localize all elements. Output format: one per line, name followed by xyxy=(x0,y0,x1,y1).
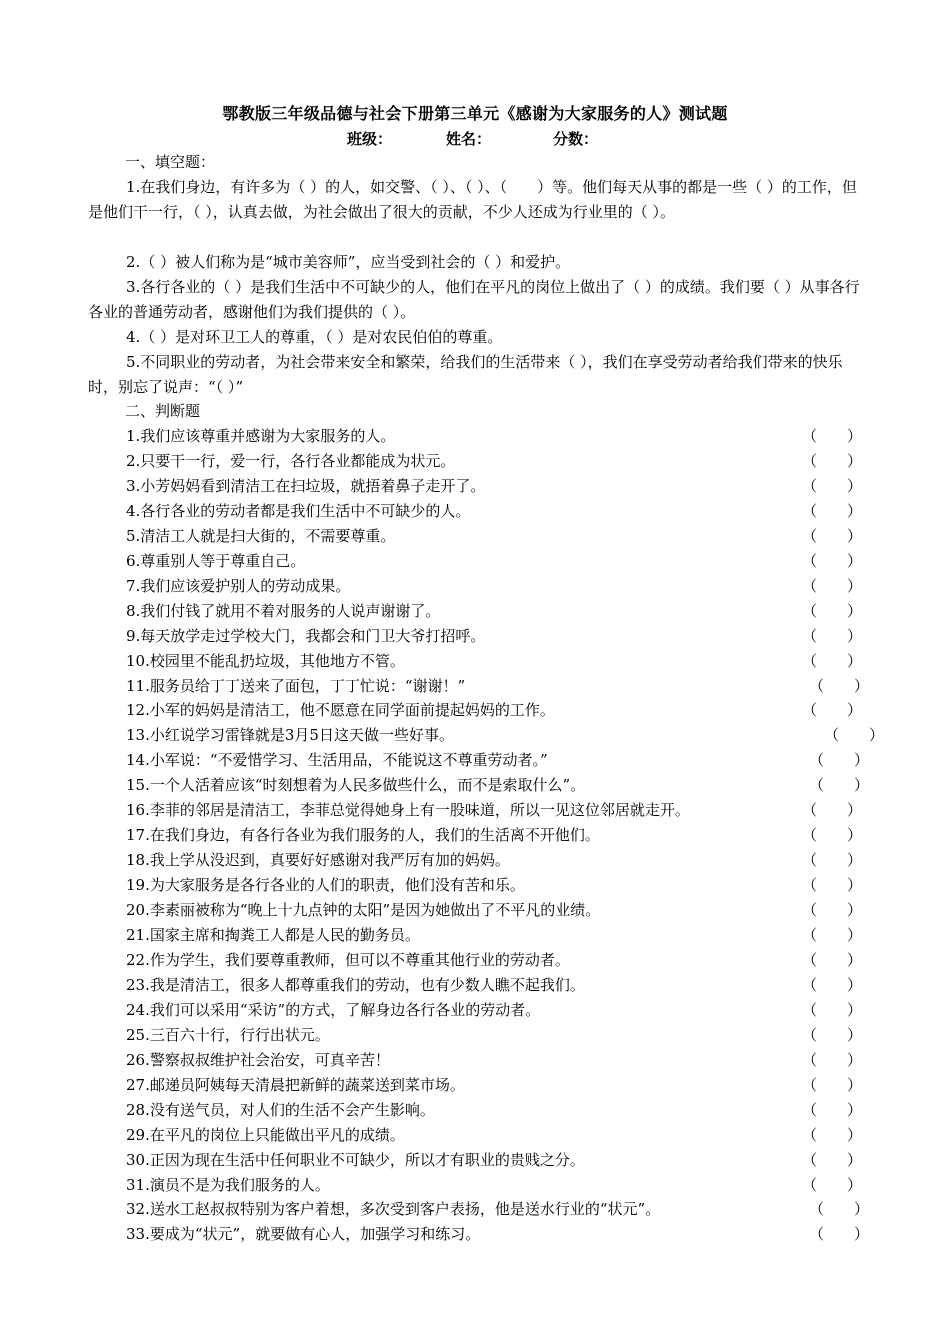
answer-parenthesis[interactable]: （ ） xyxy=(802,1025,863,1044)
answer-parenthesis[interactable]: （ ） xyxy=(802,476,863,495)
judge-question: 20.李素丽被称为“晚上十九点钟的太阳”是因为她做出了不平凡的业绩。 xyxy=(126,901,601,920)
fill-item: 1.在我们身边，有许多为（ ）的人，如交警、（ ）、（ ）、（ ）等。他们每天从事的都是一些（ ）的工作，但是他们干一行，（ ），认真去做，为社会做出了很大的贡献，不少人还成为行业里的（ ）。 xyxy=(88,178,857,221)
judge-item xyxy=(126,748,870,773)
answer-parenthesis[interactable]: （ ） xyxy=(824,726,885,745)
fill-item: 5.不同职业的劳动者，为社会带来安全和繁荣，给我们的生活带来（ ），我们在享受劳动者给我们带来的快乐时，别忘了说声：“（ ）” xyxy=(88,353,843,396)
judge-question: 28.没有送气员，对人们的生活不会产生影响。 xyxy=(126,1100,435,1119)
judge-question: 17.在我们身边，有各行各业为我们服务的人，我们的生活离不开他们。 xyxy=(126,826,600,845)
answer-parenthesis[interactable]: （ ） xyxy=(802,526,863,545)
judge-item xyxy=(126,923,863,948)
judge-item xyxy=(126,873,863,898)
answer-parenthesis[interactable]: （ ） xyxy=(802,1175,863,1194)
answer-parenthesis[interactable]: （ ） xyxy=(802,427,863,445)
judge-item xyxy=(126,723,885,748)
judge-item xyxy=(126,1173,863,1198)
judge-question: 9.每天放学走过学校大门，我都会和门卫大爷打招呼。 xyxy=(126,626,486,645)
judge-question: 19.为大家服务是各行各业的人们的职责，他们没有苦和乐。 xyxy=(126,876,525,895)
judge-question: 15.一个人活着应该“时刻想着为人民多做些什么，而不是索取什么”。 xyxy=(126,776,586,795)
judge-item xyxy=(126,973,863,998)
answer-parenthesis[interactable]: （ ） xyxy=(802,826,863,845)
answer-parenthesis[interactable]: （ ） xyxy=(809,1225,870,1244)
answer-parenthesis[interactable]: （ ） xyxy=(802,975,863,994)
judge-question: 7.我们应该爱护别人的劳动成果。 xyxy=(126,576,351,595)
judge-question: 13.小红说学习雷锋就是3月5日这天做一些好事。 xyxy=(126,726,454,745)
judge-item xyxy=(126,1023,863,1048)
judge-question: 4.各行各业的劳动者都是我们生活中不可缺少的人。 xyxy=(126,501,471,520)
judge-item xyxy=(126,948,863,973)
answer-parenthesis[interactable]: （ ） xyxy=(802,601,863,620)
fill-item: 2.（ ）被人们称为是“城市美容师”，应当受到社会的（ ）和爱护。 xyxy=(126,253,571,271)
judge-item xyxy=(126,1148,863,1173)
judge-item xyxy=(126,649,863,674)
judge-item xyxy=(126,524,863,549)
judge-item xyxy=(126,674,870,699)
score-label: 分数： xyxy=(553,130,599,148)
answer-parenthesis[interactable]: （ ） xyxy=(809,1200,870,1219)
answer-parenthesis[interactable]: （ ） xyxy=(802,950,863,969)
judge-question: 24.我们可以采用“采访”的方式，了解身边各行各业的劳动者。 xyxy=(126,1000,541,1019)
judge-question: 14.小军说：“不爱惜学习、生活用品，不能说这不尊重劳动者。” xyxy=(126,751,548,770)
answer-parenthesis[interactable]: （ ） xyxy=(802,551,863,570)
judge-item xyxy=(126,1098,863,1123)
answer-parenthesis[interactable]: （ ） xyxy=(802,1125,863,1144)
judge-question: 8.我们付钱了就用不着对服务的人说声谢谢了。 xyxy=(126,601,441,620)
answer-parenthesis[interactable]: （ ） xyxy=(802,851,863,870)
judge-item xyxy=(126,798,863,823)
student-info-line xyxy=(0,128,950,150)
judge-question: 16.李菲的邻居是清洁工，李菲总觉得她身上有一股味道，所以一见这位邻居就走开。 xyxy=(126,801,690,820)
judge-question: 31.演员不是为我们服务的人。 xyxy=(126,1175,330,1194)
judge-item xyxy=(126,1073,863,1098)
judge-question: 33.要成为“状元”，就要做有心人，加强学习和练习。 xyxy=(126,1225,481,1244)
answer-parenthesis[interactable]: （ ） xyxy=(802,1050,863,1069)
answer-parenthesis[interactable]: （ ） xyxy=(802,1000,863,1019)
judge-item xyxy=(126,998,863,1023)
judge-question: 18.我上学从没迟到，真要好好感谢对我严厉有加的妈妈。 xyxy=(126,851,510,870)
judge-item xyxy=(126,424,863,449)
answer-parenthesis[interactable]: （ ） xyxy=(802,501,863,520)
judge-question: 2.只要干一行，爱一行，各行各业都能成为状元。 xyxy=(126,451,456,470)
judge-item xyxy=(126,823,863,848)
judge-question: 21.国家主席和掏粪工人都是人民的勤务员。 xyxy=(126,926,420,944)
class-label: 班级： xyxy=(347,130,393,148)
judge-item xyxy=(126,773,870,798)
page-title: 鄂教版三年级品德与社会下册第三单元《感谢为大家服务的人》测试题 xyxy=(222,104,728,123)
judge-item xyxy=(126,599,863,624)
judge-question: 5.清洁工人就是扫大街的，不需要尊重。 xyxy=(126,526,396,545)
answer-parenthesis[interactable]: （ ） xyxy=(802,1100,863,1119)
answer-parenthesis[interactable]: （ ） xyxy=(802,576,863,595)
judge-question: 26.警察叔叔维护社会治安，可真辛苦！ xyxy=(126,1050,390,1069)
judge-item xyxy=(126,1222,870,1247)
judge-question: 3.小芳妈妈看到清洁工在扫垃圾，就捂着鼻子走开了。 xyxy=(126,476,486,495)
judge-item xyxy=(126,1197,870,1222)
answer-parenthesis[interactable]: （ ） xyxy=(802,651,863,670)
judge-item xyxy=(126,499,863,524)
answer-parenthesis[interactable]: （ ） xyxy=(809,776,870,795)
judge-item xyxy=(126,449,863,474)
judge-question: 10.校园里不能乱扔垃圾，其他地方不管。 xyxy=(126,651,405,670)
answer-parenthesis[interactable]: （ ） xyxy=(809,751,870,770)
name-label: 姓名： xyxy=(446,130,492,148)
answer-parenthesis[interactable]: （ ） xyxy=(802,1075,863,1094)
answer-parenthesis[interactable]: （ ） xyxy=(802,926,863,944)
judge-item xyxy=(126,698,863,723)
answer-parenthesis[interactable]: （ ） xyxy=(802,876,863,895)
fill-item: 3.各行各业的（ ）是我们生活中不可缺少的人，他们在平凡的岗位上做出了（ ）的成绩。我们要（ ）从事各行各业的普通劳动者，感谢他们为我们提供的（ ）。 xyxy=(88,278,860,321)
judge-question: 12.小军的妈妈是清洁工，他不愿意在同学面前提起妈妈的工作。 xyxy=(126,701,555,720)
answer-parenthesis[interactable]: （ ） xyxy=(802,626,863,645)
section-fill-heading: 一、填空题： xyxy=(125,153,216,171)
judge-question: 6.尊重别人等于尊重自己。 xyxy=(126,551,306,570)
judge-question: 11.服务员给丁丁送来了面包，丁丁忙说：“谢谢！” xyxy=(126,676,466,695)
judge-item xyxy=(126,474,863,499)
answer-parenthesis[interactable]: （ ） xyxy=(802,801,863,820)
judge-question: 32.送水工赵叔叔特别为客户着想，多次受到客户表扬，他是送水行业的“状元”。 xyxy=(126,1200,661,1219)
judge-item xyxy=(126,1123,863,1148)
answer-parenthesis[interactable]: （ ） xyxy=(802,701,863,720)
judge-question: 29.在平凡的岗位上只能做出平凡的成绩。 xyxy=(126,1125,405,1144)
judge-item xyxy=(126,848,863,873)
judge-item xyxy=(126,624,863,649)
judge-question: 1.我们应该尊重并感谢为大家服务的人。 xyxy=(126,427,396,445)
answer-parenthesis[interactable]: （ ） xyxy=(802,1150,863,1169)
answer-parenthesis[interactable]: （ ） xyxy=(802,901,863,920)
judge-question: 25.三百六十行，行行出状元。 xyxy=(126,1025,330,1044)
section-judge-heading: 二、判断题 xyxy=(125,402,201,420)
fill-item: 4.（ ）是对环卫工人的尊重，（ ）是对农民伯伯的尊重。 xyxy=(126,328,503,346)
answer-parenthesis[interactable]: （ ） xyxy=(809,676,870,695)
judge-item xyxy=(126,574,863,599)
judge-question: 22.作为学生，我们要尊重教师，但可以不尊重其他行业的劳动者。 xyxy=(126,950,570,969)
judge-question: 30.正因为现在生活中任何职业不可缺少，所以才有职业的贵贱之分。 xyxy=(126,1150,585,1169)
judge-question: 23.我是清洁工，很多人都尊重我们的劳动，也有少数人瞧不起我们。 xyxy=(126,975,585,994)
judge-question: 27.邮递员阿姨每天清晨把新鲜的蔬菜送到菜市场。 xyxy=(126,1075,465,1094)
judge-item xyxy=(126,1048,863,1073)
judge-item xyxy=(126,898,863,923)
answer-parenthesis[interactable]: （ ） xyxy=(802,451,863,470)
judge-item xyxy=(126,549,863,574)
